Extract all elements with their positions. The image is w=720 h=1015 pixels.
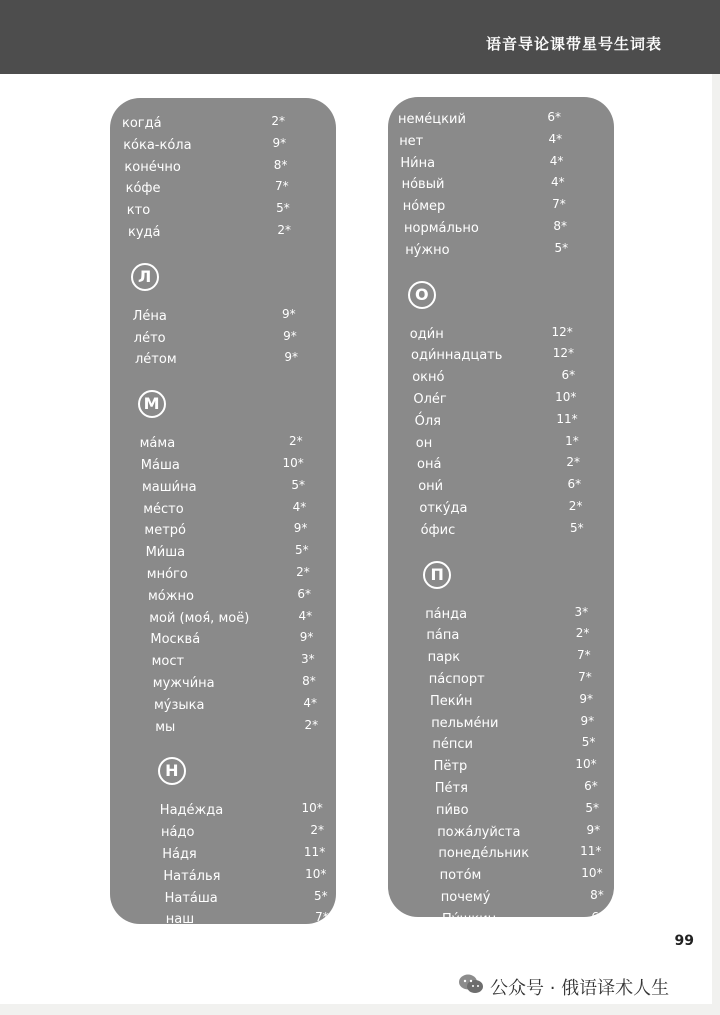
entry-word: маши́на (142, 479, 197, 495)
vocab-entry (420, 520, 584, 545)
vocab-entry (429, 691, 593, 716)
entry-lesson-number: 6* (567, 477, 582, 492)
entry-lesson-number: 9* (299, 630, 314, 645)
entry-lesson-number: 6* (547, 110, 561, 124)
entry-lesson-number: 9* (284, 350, 298, 365)
vocab-entry (148, 586, 311, 611)
watermark (458, 973, 669, 1000)
vocab-entry (152, 654, 315, 676)
entry-word: ле́то (133, 330, 166, 346)
entry-lesson-number: 8* (302, 674, 316, 688)
entry-word: неме́цкий (398, 112, 466, 127)
entry-word: отку́да (419, 501, 468, 516)
entry-word: он (415, 435, 433, 451)
vocab-entry (155, 717, 319, 742)
entry-lesson-number: 5* (294, 543, 309, 558)
entry-word: Пу́шкин (441, 911, 497, 927)
entry-lesson-number: 5* (569, 520, 584, 535)
vocab-entry (435, 800, 599, 825)
vocab-entry (123, 135, 287, 160)
entry-lesson-number: 5* (554, 240, 569, 255)
entry-lesson-number: 6* (591, 909, 605, 924)
vocab-entry (127, 203, 290, 225)
entry-word: му́зыка (153, 697, 205, 713)
entry-word: когда́ (122, 116, 162, 131)
entry-lesson-number: 11* (556, 411, 578, 426)
vocab-entry (434, 759, 597, 781)
vocab-entry (431, 713, 595, 738)
vocab-entry (413, 392, 576, 414)
entry-word: ма́ма (139, 436, 176, 452)
entry-lesson-number: 2* (310, 823, 324, 838)
vocab-entry (166, 912, 329, 934)
entry-lesson-number: 2* (566, 455, 580, 470)
entry-word: окно́ (412, 370, 445, 386)
vocab-entry (419, 501, 582, 523)
vocab-entry (405, 240, 569, 265)
entry-lesson-number: 4* (548, 131, 563, 146)
vocab-entry (126, 181, 289, 203)
entry-lesson-number: 2* (304, 717, 319, 732)
letter-badge: О (408, 281, 436, 309)
entry-word: парк (427, 650, 461, 666)
entry-word: мо́жно (148, 588, 194, 604)
vocab-entry (402, 177, 565, 199)
entry-word: пото́м (439, 868, 482, 884)
vocab-entry (122, 116, 285, 138)
vocab-entry (432, 737, 595, 759)
entry-word: но́мер (402, 199, 446, 215)
header-bar (0, 0, 720, 74)
entry-lesson-number: 11* (580, 844, 602, 859)
entry-lesson-number: 5* (313, 888, 328, 903)
entry-lesson-number: 2* (296, 565, 310, 579)
entry-word: почему́ (440, 890, 491, 905)
entry-word: па́нда (425, 606, 468, 622)
entry-word: На́дя (162, 847, 197, 862)
entry-lesson-number: 5* (276, 201, 290, 216)
vocab-entry (438, 846, 601, 868)
vocab-entry (141, 458, 304, 480)
entry-lesson-number: 10* (282, 456, 304, 470)
entry-word: пе́пси (432, 737, 473, 753)
entry-word: ме́сто (143, 501, 184, 517)
entry-word: Пе́тя (434, 781, 468, 796)
vocab-entry (132, 306, 296, 331)
entry-word: пельме́ни (431, 715, 499, 731)
vocab-entry (435, 781, 598, 803)
vocab-entry (412, 370, 575, 392)
entry-word: они́ (418, 479, 444, 495)
entry-lesson-number: 8* (273, 157, 288, 172)
entry-word: Пётр (433, 759, 468, 775)
entry-lesson-number: 9* (293, 521, 308, 536)
entry-word: на́до (161, 825, 195, 841)
vocab-entry (441, 909, 605, 934)
entry-word: но́вый (401, 177, 445, 193)
vocab-entry (140, 436, 303, 458)
entry-word: норма́льно (403, 221, 479, 236)
entry-word: Ле́на (132, 308, 167, 324)
vocab-entry (143, 499, 307, 524)
entry-word: понеде́льник (438, 846, 530, 862)
entry-lesson-number: 9* (272, 135, 287, 150)
entry-word: оди́н (409, 326, 444, 342)
entry-lesson-number: 4* (316, 932, 330, 947)
entry-lesson-number: 10* (305, 866, 327, 881)
entry-word: О́ля (414, 413, 441, 429)
entry-word: мужчи́на (152, 676, 215, 691)
watermark-text: 公众号 · 俄语译术人生 (490, 977, 670, 999)
vocab-entry (426, 628, 589, 650)
entry-lesson-number: 5* (585, 800, 599, 815)
entry-word: куда́ (127, 225, 161, 240)
entry-word: оди́ннадцать (411, 348, 503, 364)
entry-word: ко́ка-ко́ла (123, 137, 192, 153)
entry-word: не (167, 934, 184, 950)
entry-lesson-number: 12* (551, 324, 573, 339)
vocab-entry (414, 411, 578, 436)
entry-lesson-number: 10* (301, 801, 323, 816)
vocab-entry (417, 457, 580, 479)
vocab-entry (133, 328, 297, 353)
entry-lesson-number: 4* (549, 153, 564, 168)
entry-lesson-number: 7* (274, 179, 289, 194)
entry-word: пожа́луйста (437, 824, 521, 840)
entry-lesson-number: 2* (575, 626, 590, 641)
vocab-entry (153, 695, 317, 720)
vocab-entry (437, 822, 601, 847)
entry-lesson-number: 6* (584, 779, 598, 793)
letter-badge: П (423, 561, 451, 589)
entry-lesson-number: 5* (291, 477, 305, 492)
entry-lesson-number: 4* (303, 695, 317, 710)
entry-word: наш (165, 912, 195, 928)
entry-lesson-number: 10* (581, 866, 603, 881)
entry-word: кто (126, 203, 151, 219)
vocab-entry (160, 803, 323, 825)
vocab-entry (400, 153, 564, 178)
entry-lesson-number: 2* (277, 223, 291, 237)
entry-lesson-number: 4* (298, 608, 313, 623)
vocab-entry (135, 352, 298, 374)
vocab-entry (428, 650, 591, 672)
vocab-entry (146, 545, 309, 567)
entry-word: пи́во (435, 802, 469, 818)
entry-word: мы (155, 719, 176, 735)
vocab-entry (149, 608, 313, 633)
vocab-entry (398, 112, 561, 134)
entry-lesson-number: 6* (561, 368, 576, 383)
entry-lesson-number: 2* (568, 499, 583, 513)
page-number: 99 (674, 933, 694, 949)
entry-word: Пеки́н (429, 693, 473, 709)
entry-lesson-number: 7* (576, 648, 591, 663)
vocab-entry (124, 157, 288, 182)
entry-word: коне́чно (124, 159, 181, 175)
vocab-entry (142, 477, 305, 502)
entry-lesson-number: 10* (555, 390, 577, 404)
vocab-entry (404, 221, 567, 243)
vocab-entry (425, 604, 589, 629)
entry-lesson-number: 6* (297, 586, 311, 601)
entry-word: нет (399, 133, 424, 149)
vocab-entry (162, 847, 325, 869)
entry-lesson-number: 12* (552, 346, 574, 361)
letter-badge: Н (158, 757, 186, 785)
entry-lesson-number: 9* (281, 306, 296, 321)
entry-lesson-number: 2* (271, 114, 285, 128)
entry-word: па́па (426, 628, 460, 644)
entry-word: мно́го (146, 567, 188, 582)
entry-word: па́спорт (428, 672, 485, 687)
vocab-entry (411, 348, 574, 370)
entry-lesson-number: 3* (300, 652, 315, 667)
entry-lesson-number: 8* (590, 888, 604, 902)
entry-word: Наде́жда (159, 803, 224, 819)
vocab-entry (399, 131, 563, 156)
entry-word: Ми́ша (145, 545, 186, 561)
entry-lesson-number: 5* (581, 735, 596, 750)
entry-lesson-number: 1* (565, 433, 579, 448)
vocab-entry (167, 934, 330, 956)
entry-lesson-number: 8* (553, 219, 567, 233)
entry-lesson-number: 4* (550, 175, 565, 190)
vocab-entry (418, 479, 581, 501)
entry-word: она́ (416, 457, 442, 473)
entry-word: ле́том (135, 352, 177, 368)
entry-lesson-number: 9* (580, 713, 595, 728)
entry-word: метро́ (144, 523, 186, 539)
entry-word: Ма́ша (140, 458, 180, 473)
header-title: 语音导论课带星号生词表 (485, 35, 662, 53)
vocab-entry (128, 225, 291, 247)
entry-lesson-number: 10* (575, 757, 597, 772)
vocab-entry (403, 199, 566, 221)
letter-badge: Л (131, 263, 159, 291)
vocab-entry (429, 672, 592, 694)
entry-lesson-number: 9* (579, 691, 593, 706)
entry-lesson-number: 7* (552, 197, 566, 212)
entry-word: Москва́ (150, 632, 201, 648)
vocab-entry (164, 888, 328, 913)
entry-word: ко́фе (125, 181, 161, 197)
entry-lesson-number: 11* (303, 845, 326, 859)
vocab-entry (161, 825, 324, 847)
entry-word: Ни́на (400, 155, 436, 171)
wechat-icon (458, 973, 484, 1000)
entry-lesson-number: 2* (288, 434, 303, 449)
entry-word: о́фис (420, 522, 456, 538)
vocab-entry (163, 866, 327, 891)
entry-lesson-number: 7* (578, 670, 592, 684)
vocab-entry (415, 433, 579, 458)
entry-lesson-number: 9* (283, 328, 297, 343)
vocab-entry (150, 632, 313, 654)
vocab-entry (144, 523, 307, 545)
entry-word: Ната́лья (163, 868, 221, 884)
vocab-entry (409, 324, 573, 349)
vocab-entry (441, 890, 604, 912)
entry-lesson-number: 3* (574, 604, 589, 619)
vocab-entry (147, 567, 310, 589)
entry-lesson-number: 4* (292, 499, 307, 514)
vocab-entry (153, 676, 316, 698)
vocab-entry (440, 868, 603, 890)
entry-word: Ната́ша (164, 890, 218, 906)
entry-lesson-number: 7* (315, 910, 329, 925)
entry-lesson-number: 9* (586, 822, 601, 837)
entry-word: мост (151, 654, 185, 670)
entry-word: Оле́г (413, 392, 447, 407)
letter-badge: М (138, 390, 166, 418)
entry-word: мой (моя́, моё) (149, 610, 250, 626)
entry-word: ну́жно (405, 242, 450, 258)
